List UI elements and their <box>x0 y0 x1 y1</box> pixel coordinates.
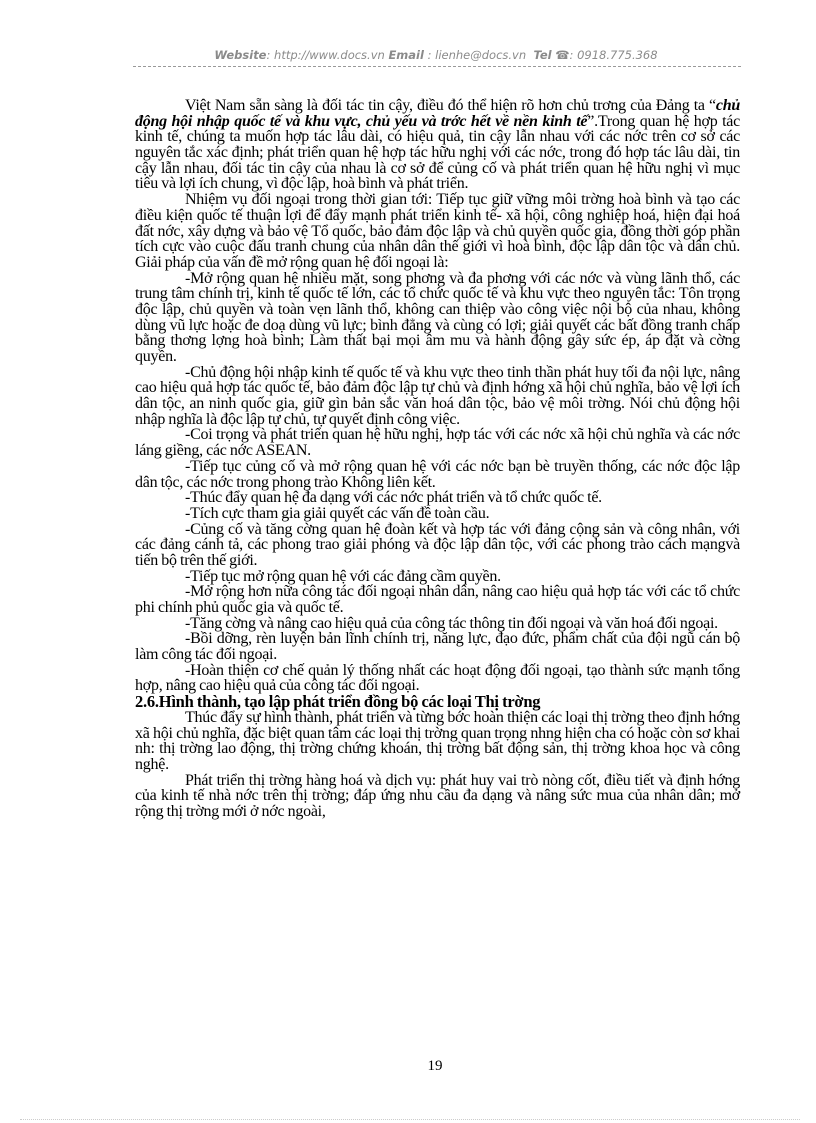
header-divider <box>133 66 741 67</box>
paragraph-2: Nhiệm vụ đối ngoại trong thời gian tới: Tiếp tục giữ vững môi trờng hoà bình và tạo các điều kiện quốc tế thuận lợi để đẩy mạnh phát triển kinh tế- xã hội, công nghiệp hoá, hiện đại hoá đất nớc, xây dựng và bảo vệ Tổ quốc, bảo đảm độc lập và chủ quyền quốc gia, đồng thời góp phần tích cực vào cuộc đấu tranh chung của nhân dân thế giới vì hoà bình, độc lập dân tộc và dân chủ. Giải pháp của vấn đề mở rộng quan hệ đối ngoại là: <box>135 191 740 271</box>
website-value: : http://www.docs.vn <box>266 48 385 62</box>
list-item: -Hoàn thiện cơ chế quản lý thống nhất các hoạt động đối ngoại, tạo thành sức mạnh tổng hợp, nâng cao hiệu quả của công tác đối ngoại. <box>135 661 740 695</box>
list-item: -Tích cực tham gia giải quyết các vấn đề toàn cầu. <box>185 504 490 522</box>
list-item: -Tăng cờng và nâng cao hiệu quả của công tác thông tin đối ngoại và văn hoá đối ngoại. <box>185 614 718 632</box>
document-body <box>135 98 740 820</box>
tel-value: : 0918.775.368 <box>569 48 658 62</box>
list-item: -Tiếp tục củng cố và mở rộng quan hệ với các nớc bạn bè truyền thống, các nớc độc lập dân tộc, các nớc trong phong trào Không liên kết. <box>135 457 740 491</box>
list-item: -Mở rộng hơn nữa công tác đối ngoại nhân dân, nâng cao hiệu quả hợp tác với các tổ chức phi chính phủ quốc gia và quốc tế. <box>135 583 740 616</box>
list-item: -Tiếp tục mở rộng quan hệ với các đảng cầm quyền. <box>185 567 501 585</box>
p1-quote: chủ động hội nhập quốc tế và khu vực, chủ yếu và trớc hết về nền kinh tế <box>135 97 740 130</box>
list-item: -Coi trọng và phát triển quan hệ hữu nghị, hợp tác với các nớc xã hội chủ nghĩa và các nớc láng giềng, các nớc ASEAN. <box>135 426 740 460</box>
page-header <box>130 48 742 62</box>
paragraph-4: Phát triển thị trờng hàng hoá và dịch vụ: phát huy vai trò nòng cốt, điều tiết và định hớng của kinh tế nhà nớc trên thị trờng; đáp ứng nhu cầu đa dạng và nâng sức mua của nhân dân; mở rộng thị trờng mới ở nớc ngoài, <box>135 771 740 820</box>
list-item: -Mở rộng quan hệ nhiều mặt, song phơng và đa phơng với các nớc và vùng lãnh thổ, các trung tâm chính trị, kinh tế quốc tế lớn, các tổ chức quốc tế và khu vực theo nguyên tắc: Tôn trọng độc lập, chủ quyền và toàn vẹn lãnh thổ, không can thiệp vào công việc nội bộ của nhau, không dùng vũ lực hoặc đe doạ dùng vũ lực; bình đẳng và cùng có lợi; giải quyết các bất đồng tranh chấp bằng thơng lợng hoà bình; Làm thất bại mọi âm mu và hành động gây sức ép, áp đặt và cờng quyền. <box>135 269 740 365</box>
section-heading: 2.6.Hình thành, tạo lập phát triển đồng bộ các loại Thị trờng <box>135 692 541 712</box>
page-number: 19 <box>427 1058 443 1074</box>
email-label: Email <box>388 48 424 62</box>
phone-icon: ☎ <box>555 48 570 62</box>
email-value: : lienhe@docs.vn <box>423 48 527 62</box>
paragraph-1 <box>135 98 740 192</box>
list-item: -Củng cố và tăng cờng quan hệ đoàn kết và hợp tác với đảng cộng sản và công nhân, với các đảng cánh tả, các phong trao giải phóng và độc lập dân tộc, với các phong trào cách mạngvà tiến bộ trên thế giới. <box>135 520 740 569</box>
footer-divider <box>20 1119 800 1120</box>
list-item: -Thúc đẩy quan hệ đa dạng với các nớc phát triển và tổ chức quốc tế. <box>185 489 602 507</box>
tel-label: Tel <box>533 48 552 62</box>
p1-text-cont: ”.Trong quan hệ hợp tác kinh tế, chúng ta muốn hợp tác lâu dài, có hiệu quả, tin cậy lẫn nhau với các nớc trên cơ sở các nguyên tắc xác định; phát triển quan hệ hợp tác hữu nghị với các nớc, trong đó hợp tác lâu dài, tin cậy lẫn nhau, đối tác tin cậy của nhau là cơ sở để củng cố và phát triển quan hệ hữu nghị vì mục tiêu và lợi ích chung, vì độc lập, hoà bình và phát triển. <box>135 112 740 193</box>
paragraph-3: Thúc đẩy sự hình thành, phát triển và từng bớc hoàn thiện các loại thị trờng theo định hớng xã hội chủ nghĩa, đặc biệt quan tâm các loại thị trờng quan trọng nhng hiện cha có hoặc còn sơ khai nh: thị trờng lao động, thị trờng chứng khoán, thị trờng bất động sản, thị trờng khoa học và công nghệ. <box>135 708 740 773</box>
p1-text: Việt Nam sẵn sàng là đối tác tin cậy, điều đó thể hiện rõ hơn chủ trơng của Đảng ta “ <box>185 97 716 114</box>
list-item: -Bồi dỡng, rèn luyện bản lĩnh chính trị, năng lực, đạo đức, phẩm chất của đội ngũ cán bộ làm công tác đối ngoại. <box>135 630 740 664</box>
website-label: Website <box>214 48 267 62</box>
list-item: -Chủ động hội nhập kinh tế quốc tế và khu vực theo tinh thần phát huy tối đa nội lực, nâng cao hiệu quả hợp tác quốc tế, bảo đảm độc lập tự chủ và định hớng xã hội chủ nghĩa, bảo vệ lợi ích dân tộc, an ninh quốc gia, giữ gìn bản sắc văn hoá dân tộc, bảo vệ môi trờng. Nói chủ động hội nhập nghĩa là độc lập tự chủ, tự quyết định công việc. <box>135 363 740 428</box>
